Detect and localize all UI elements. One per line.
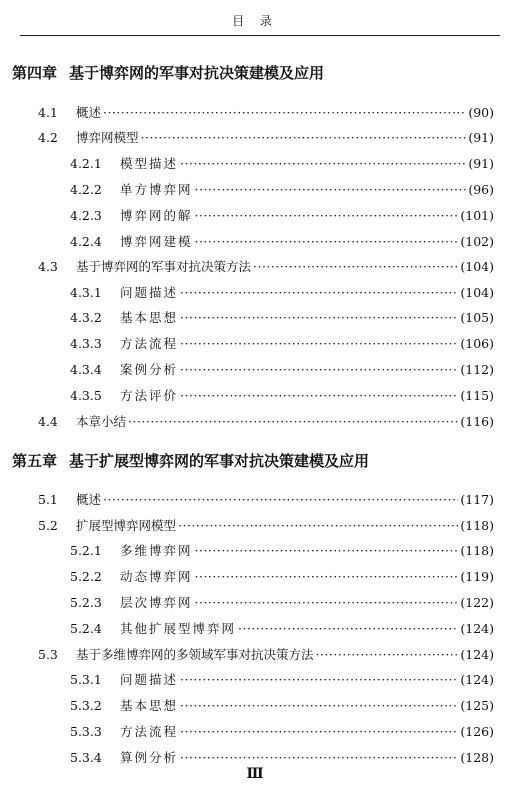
section-number: 5.2.1 [70, 543, 102, 558]
section-number: 5.2.3 [70, 595, 102, 610]
section-number: 4.3.4 [70, 362, 102, 377]
section-title: 单方博弈网 [120, 182, 193, 197]
section-title: 方法流程 [120, 724, 179, 739]
toc-entry [70, 567, 494, 587]
page-number: (128) [460, 750, 494, 765]
chapter-number: 第四章 [12, 64, 58, 82]
section-title: 基于博弈网的军事对抗决策方法 [76, 259, 252, 274]
leader-dots [195, 543, 459, 558]
leader-dots [103, 105, 466, 120]
section-number: 4.2 [38, 130, 58, 145]
leader-dots [316, 647, 459, 662]
toc-entry [70, 722, 494, 742]
section-title: 基本思想 [120, 698, 179, 713]
page-number: (122) [460, 595, 494, 610]
section-title: 基本思想 [120, 310, 179, 325]
toc-entry [70, 360, 494, 380]
section-title: 算例分析 [120, 750, 179, 765]
leader-dots [180, 336, 458, 351]
leader-dots [253, 259, 458, 274]
section-number: 4.3.5 [70, 388, 102, 403]
toc-entry [70, 154, 494, 174]
section-number: 5.2.2 [70, 569, 102, 584]
section-title: 博弈网模型 [76, 130, 139, 145]
section-title: 博弈网建模 [120, 234, 193, 249]
toc-entry [38, 645, 494, 665]
section-title: 动态博弈网 [120, 569, 193, 584]
leader-dots [141, 130, 467, 145]
toc-entry [70, 386, 494, 406]
toc-entry [38, 257, 494, 277]
toc-entry [70, 619, 494, 639]
leader-dots [128, 414, 458, 429]
header-rule [20, 35, 500, 36]
leader-dots [238, 621, 458, 636]
section-title: 层次博弈网 [120, 595, 193, 610]
section-title: 基于多维博弈网的多领域军事对抗决策方法 [76, 647, 314, 662]
page-number: (104) [460, 285, 494, 300]
page-number: (102) [460, 234, 494, 249]
toc-entry [70, 334, 494, 354]
page-number: (124) [460, 672, 494, 687]
leader-dots [195, 208, 459, 223]
section-title: 本章小结 [76, 414, 127, 429]
section-number: 5.3 [38, 647, 58, 662]
page-number: (125) [460, 698, 494, 713]
section-number: 5.1 [38, 492, 58, 507]
section-number: 4.2.2 [70, 182, 102, 197]
chapter-heading [12, 62, 498, 83]
page-number: (105) [460, 310, 494, 325]
section-title: 案例分析 [120, 362, 179, 377]
chapter-heading [12, 450, 498, 471]
section-title: 博弈网的解 [120, 208, 193, 223]
chapter-number: 第五章 [12, 452, 58, 470]
section-number: 5.3.1 [70, 672, 102, 687]
page-number: (91) [468, 156, 494, 171]
section-number: 4.2.4 [70, 234, 102, 249]
page-number: (117) [460, 492, 494, 507]
section-number: 5.3.3 [70, 724, 102, 739]
section-number: 4.3.2 [70, 310, 102, 325]
leader-dots [180, 698, 458, 713]
section-title: 概述 [76, 492, 102, 507]
toc-entry [70, 180, 494, 200]
section-title: 概述 [76, 105, 102, 120]
section-title: 问题描述 [120, 672, 179, 687]
page-number: (124) [460, 647, 494, 662]
page-number: (126) [460, 724, 494, 739]
toc-entry [38, 128, 494, 148]
section-number: 4.3.3 [70, 336, 102, 351]
section-title: 其他扩展型博弈网 [120, 621, 237, 636]
toc-entry [70, 696, 494, 716]
toc-entry [70, 541, 494, 561]
section-title: 问题描述 [120, 285, 179, 300]
section-number: 4.3 [38, 259, 58, 274]
page-number: (90) [468, 105, 494, 120]
section-number: 5.3.2 [70, 698, 102, 713]
section-title: 模型描述 [120, 156, 179, 171]
leader-dots [180, 362, 458, 377]
page-number: (106) [460, 336, 494, 351]
leader-dots [195, 569, 459, 584]
section-title: 方法流程 [120, 336, 179, 351]
section-number: 4.3.1 [70, 285, 102, 300]
section-number: 4.1 [38, 105, 58, 120]
section-title: 扩展型博弈网模型 [76, 518, 177, 533]
toc-entry [70, 593, 494, 613]
leader-dots [195, 234, 459, 249]
toc-entry [38, 412, 494, 432]
section-number: 5.2.4 [70, 621, 102, 636]
section-number: 4.4 [38, 414, 58, 429]
page-number: (96) [468, 182, 494, 197]
toc-entry [70, 308, 494, 328]
section-number: 5.2 [38, 518, 58, 533]
leader-dots [180, 750, 458, 765]
page-number: (118) [460, 518, 494, 533]
page-number: (119) [460, 569, 494, 584]
leader-dots [178, 518, 458, 533]
page-number: (104) [460, 259, 494, 274]
page-number: (116) [460, 414, 494, 429]
section-title: 多维博弈网 [120, 543, 193, 558]
leader-dots [103, 492, 458, 507]
section-title: 方法评价 [120, 388, 179, 403]
leader-dots [180, 310, 458, 325]
toc-entry [70, 283, 494, 303]
toc-entry [38, 103, 494, 123]
page-folio: Ⅲ [246, 766, 264, 782]
page-number: (115) [460, 388, 494, 403]
running-header: 目 录 [232, 14, 278, 28]
toc-entry [38, 516, 494, 536]
toc-entry [70, 748, 494, 768]
toc-entry [70, 670, 494, 690]
section-number: 4.2.1 [70, 156, 102, 171]
leader-dots [180, 156, 466, 171]
chapter-title: 基于扩展型博弈网的军事对抗决策建模及应用 [69, 452, 370, 470]
chapter-title: 基于博弈网的军事对抗决策建模及应用 [69, 64, 325, 82]
leader-dots [195, 182, 467, 197]
leader-dots [180, 724, 458, 739]
leader-dots [180, 388, 458, 403]
leader-dots [180, 285, 458, 300]
section-number: 4.2.3 [70, 208, 102, 223]
leader-dots [195, 595, 459, 610]
page-number: (124) [460, 621, 494, 636]
leader-dots [180, 672, 458, 687]
page-number: (112) [460, 362, 494, 377]
toc-entry [70, 232, 494, 252]
section-number: 5.3.4 [70, 750, 102, 765]
page-number: (118) [460, 543, 494, 558]
page-number: (101) [460, 208, 494, 223]
toc-entry [70, 206, 494, 226]
page-number: (91) [468, 130, 494, 145]
toc-entry [38, 490, 494, 510]
